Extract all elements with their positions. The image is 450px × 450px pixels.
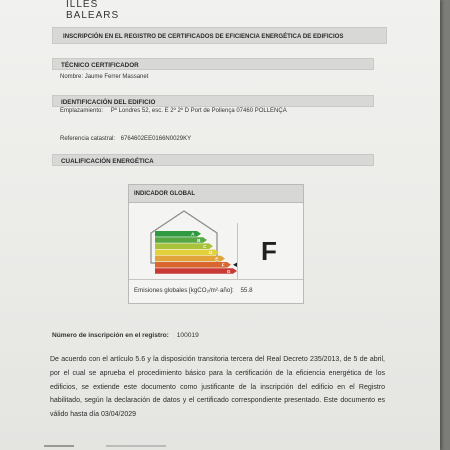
scale-letter-c: C [203,244,207,249]
justificante-paragraph: De acuerdo con el artículo 5.6 y la disposición transitoria tercera del Real Decreto 235/2013, de 5 de abril, por el cual se aprueba el procedimiento básico para la certificación de la eficiencia energética de los edificios, se extiende este documento como justificante de la inscripción del edificio en el Registro habilitado, según la declaración de datos y el certificado correspondiente presentado. Este documento es válido hasta día 03/04/2029 [50,356,385,419]
rating-scale-area [129,203,303,279]
scale-bar-a [155,231,201,237]
govern-illes-balears-logo [66,0,119,21]
nombre-value: Jaume Ferrer Massanet [84,74,149,80]
scale-bar-c [155,243,213,249]
scale-bar-f [155,262,237,268]
indicador-global-header: INDICADOR GLOBAL [129,185,303,203]
scale-letter-f: F [221,262,225,268]
scale-letter-b: B [197,237,201,243]
scale-bar-e [155,256,225,262]
energy-rating-letter: F [261,236,277,266]
rating-cell [237,223,300,279]
emplazamiento-value: Pº Londres 52, esc. E 2º 2º D Port de Pollença 07460 POLLENÇA [110,108,287,114]
emisiones-value: 55.8 [240,287,253,294]
document-title: INSCRIPCIÓN EN EL REGISTRO DE CERTIFICADOS DE EFICIENCIA ENERGÉTICA DE EDIFICIOS [52,27,387,44]
referencia-label: Referencia catastral: [60,136,116,142]
registro-row [52,332,199,339]
logo-line-1: ILLES [66,0,99,10]
tecnico-header: TÉCNICO CERTIFICADOR [52,58,374,70]
scale-letter-g: G [226,268,231,274]
footer-cut-off-text [44,444,166,450]
energy-rating-box [128,184,304,304]
tecnico-nombre-row [60,74,148,80]
scale-bar-d [155,250,219,256]
scale-letter-e: E [215,256,219,262]
scale-bar-b [155,237,207,243]
scale-letter-d: D [209,250,213,256]
referencia-row [60,136,191,142]
registro-value: 100019 [176,332,199,339]
emisiones-row [129,279,303,305]
scale-bar-g [155,268,237,274]
nombre-label: Nombre: [60,74,84,80]
edificio-header: IDENTIFICACIÓN DEL EDIFICIO [52,95,374,107]
logo-line-2: BALEARS [66,10,120,21]
emplazamiento-label: Emplazamiento: [60,108,104,114]
scale-arrow-f [155,262,231,268]
energy-scale-graphic [129,203,237,279]
emisiones-label: Emisiones globales [kgCO₂/m²·año]: [134,287,234,294]
scale-arrow-g [155,268,237,274]
emplazamiento-row [60,108,287,114]
referencia-value: 6764602EE0166N0029KY [120,136,192,142]
scale-letter-a: A [191,231,195,237]
registro-label: Número de inscripción en el registro: [52,332,169,339]
cualificacion-header: CUALIFICACIÓN ENERGÉTICA [52,154,374,166]
